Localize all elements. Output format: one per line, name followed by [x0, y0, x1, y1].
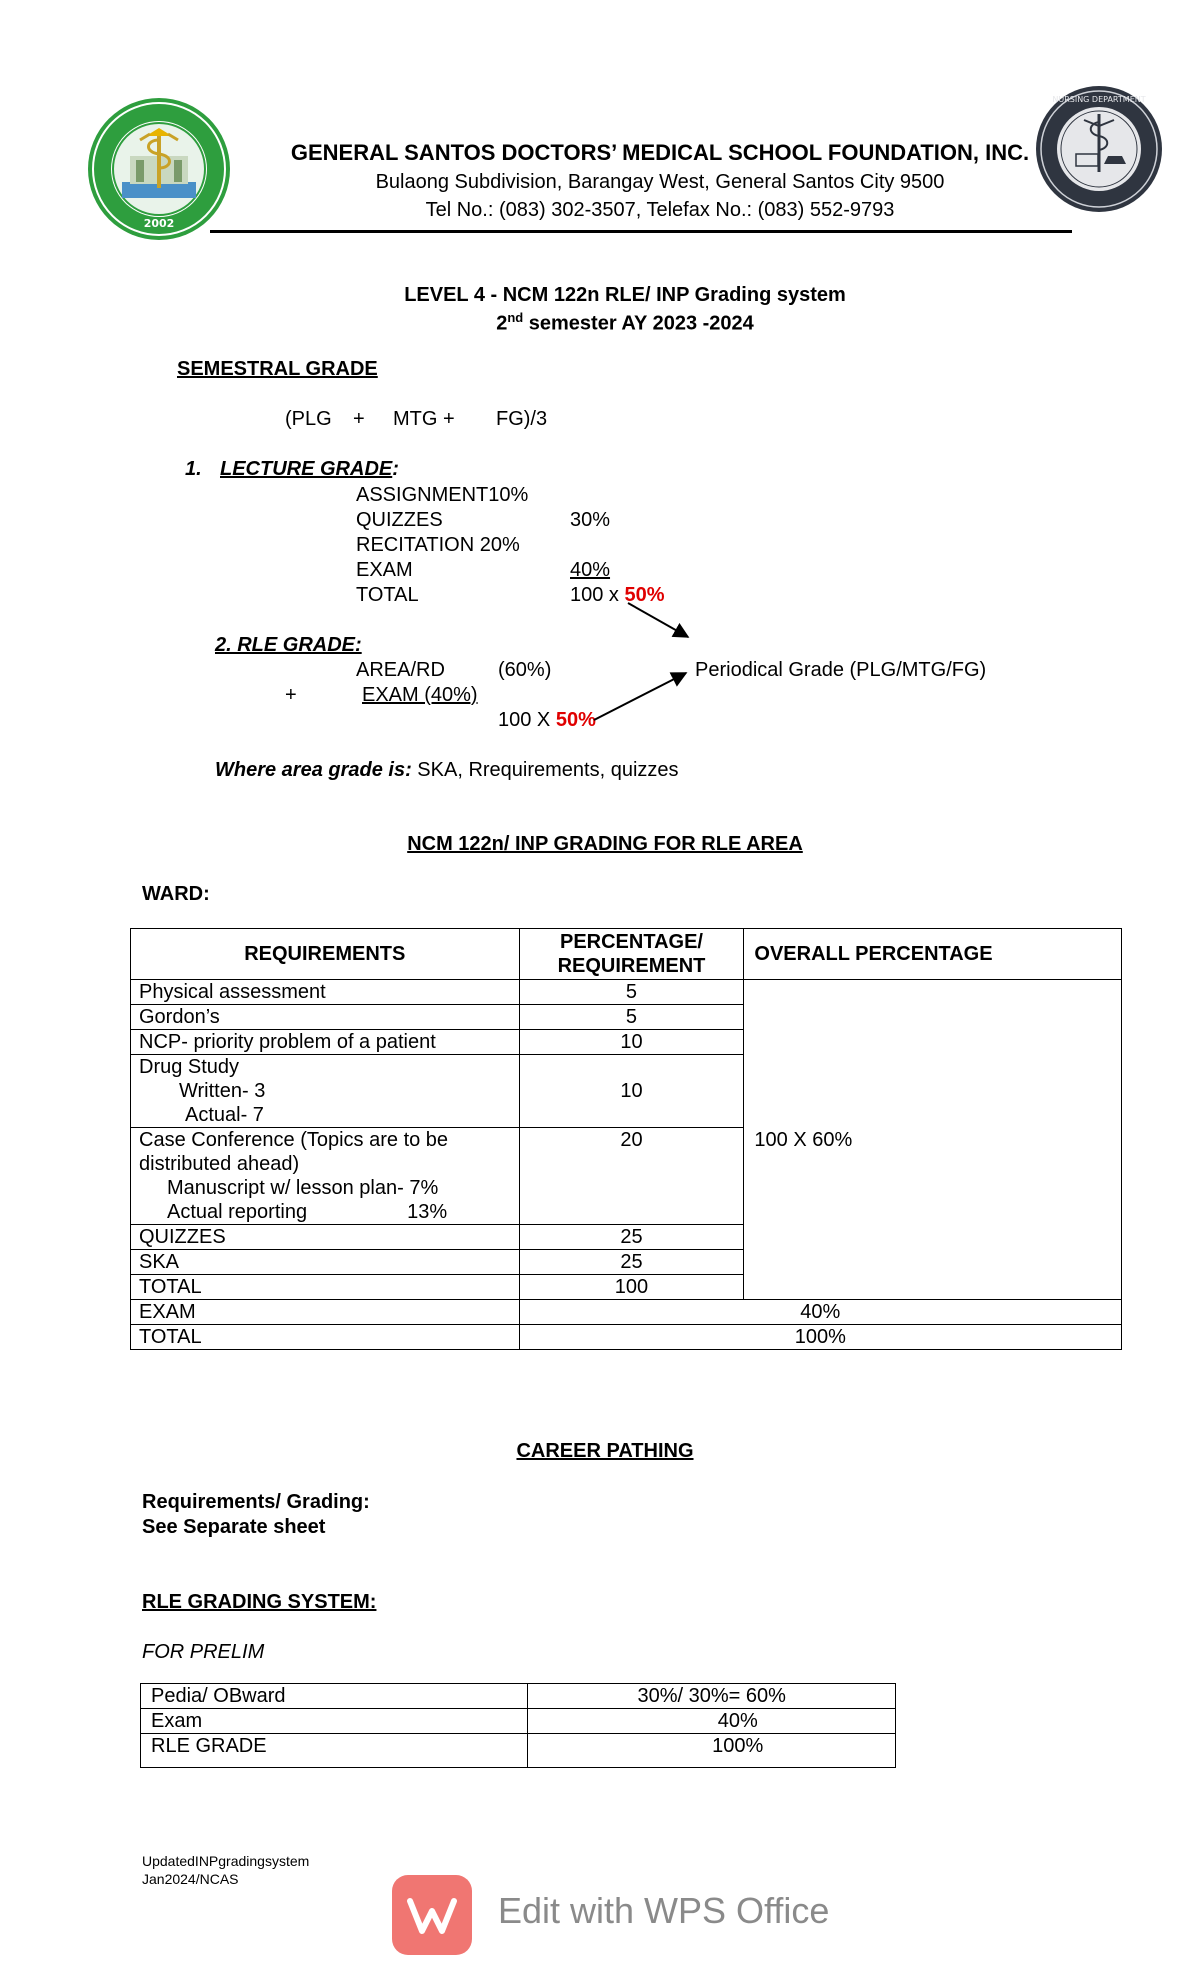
- semester-label: semester AY 2023 -2024: [523, 312, 754, 335]
- drug-study-actual: Actual- 7: [185, 1104, 264, 1126]
- footer-line2: Jan2024/NCAS: [142, 1871, 239, 1887]
- semester-suffix: nd: [507, 310, 524, 325]
- req-gordons: Gordon’s: [131, 1005, 520, 1030]
- req-ncp: NCP- priority problem of a patient: [131, 1030, 520, 1055]
- pct-ska: 25: [519, 1250, 744, 1275]
- lecture-number: 1.: [185, 458, 202, 480]
- req-grand-total: TOTAL: [131, 1325, 520, 1350]
- ward-label: WARD:: [142, 883, 210, 905]
- req-case-conference: [131, 1128, 520, 1225]
- req-physical-assessment: Physical assessment: [131, 980, 520, 1005]
- case-conf-reporting: [139, 1200, 511, 1224]
- rle-area-value: (60%): [498, 659, 552, 681]
- periodical-grade-label: Periodical Grade (PLG/MTG/FG): [695, 659, 987, 681]
- rle-total-weight: 50%: [555, 709, 596, 731]
- req-ska: SKA: [131, 1250, 520, 1275]
- rle-heading: 2. RLE GRADE:: [215, 634, 362, 656]
- rle-total-text: 100 X: [498, 709, 556, 731]
- overall-percentage-value: 100 X 60%: [744, 980, 1122, 1300]
- wps-logo-icon[interactable]: [392, 1875, 472, 1955]
- lecture-row-exam: EXAM: [356, 559, 413, 581]
- ward-grading-table: [130, 928, 1122, 1350]
- semester-number: 2: [496, 312, 508, 335]
- req-total: TOTAL: [131, 1275, 520, 1300]
- case-conf-title: Case Conference (Topics are to be: [139, 1129, 449, 1151]
- pct-ncp: 10: [519, 1030, 744, 1055]
- career-heading: CAREER PATHING: [516, 1440, 694, 1462]
- formula-plg: (PLG: [285, 408, 332, 430]
- formula-plus: +: [353, 408, 365, 430]
- case-conf-manuscript: Manuscript w/ lesson plan- 7%: [167, 1177, 439, 1199]
- req-drug-study: [131, 1055, 520, 1128]
- prelim-value-rle-grade: 100%: [528, 1734, 896, 1768]
- lecture-heading-colon: :: [392, 458, 399, 480]
- exam-value: 40%: [519, 1300, 1121, 1325]
- pct-case-conference: 20: [519, 1128, 744, 1225]
- formula-mtg: MTG +: [393, 408, 455, 430]
- col-percentage: [519, 929, 744, 980]
- col-overall: OVERALL PERCENTAGE: [744, 929, 1122, 980]
- formula-fg: FG)/3: [496, 408, 548, 430]
- pct-total: 100: [519, 1275, 744, 1300]
- rle-system-subheading: FOR PRELIM: [142, 1641, 265, 1663]
- drug-study-written: Written- 3: [179, 1080, 266, 1102]
- area-grade-note: [215, 758, 679, 782]
- col-percentage-line1: PERCENTAGE/: [559, 931, 703, 953]
- footer-line1: UpdatedINPgradingsystem: [142, 1853, 310, 1869]
- wps-edit-link[interactable]: Edit with WPS Office: [498, 1890, 830, 1931]
- rle-exam-label: EXAM (40%): [362, 684, 478, 706]
- drug-study-title: Drug Study: [139, 1056, 240, 1078]
- case-conf-reporting-pct: 13%: [407, 1201, 448, 1223]
- career-line2: See Separate sheet: [142, 1516, 326, 1538]
- grand-total-value: 100%: [519, 1325, 1121, 1350]
- req-exam: EXAM: [131, 1300, 520, 1325]
- pct-drug-study: 10: [519, 1055, 744, 1128]
- lecture-row-assignment: ASSIGNMENT10%: [356, 484, 529, 506]
- lecture-total-weight: 50%: [624, 584, 665, 606]
- rle-plus: +: [285, 684, 297, 706]
- institution-contact: Tel No.: (083) 302-3507, Telefax No.: (083) 552-9793: [425, 199, 895, 221]
- wps-w-icon: [392, 1875, 472, 1955]
- lecture-heading-text: LECTURE GRADE: [220, 458, 393, 480]
- area-grade-note-value: SKA, Rrequirements, quizzes: [411, 759, 679, 781]
- svg-text:2002: 2002: [143, 217, 175, 230]
- lecture-exam-value: 40%: [570, 559, 611, 581]
- pct-physical-assessment: 5: [519, 980, 744, 1005]
- rle-system-heading: RLE GRADING SYSTEM:: [142, 1591, 377, 1613]
- lecture-quizzes-value: 30%: [570, 509, 611, 531]
- prelim-label-rle-grade: RLE GRADE: [141, 1734, 528, 1768]
- table-row: [141, 1709, 896, 1734]
- arrow-rle-icon: [594, 673, 686, 720]
- area-grade-note-label: Where area grade is:: [215, 759, 412, 781]
- prelim-grading-table: [140, 1683, 896, 1768]
- page-title: LEVEL 4 - NCM 122n RLE/ INP Grading system: [404, 284, 846, 306]
- pct-gordons: 5: [519, 1005, 744, 1030]
- table-row: [131, 1300, 1122, 1325]
- prelim-value-exam: 40%: [528, 1709, 896, 1734]
- prelim-label-pedia: Pedia/ OBward: [141, 1684, 528, 1709]
- case-conf-note: distributed ahead): [139, 1153, 300, 1175]
- prelim-label-exam: Exam: [141, 1709, 528, 1734]
- lecture-row-recitation: RECITATION 20%: [356, 534, 520, 556]
- req-quizzes: QUIZZES: [131, 1225, 520, 1250]
- lecture-total-text: 100 x: [570, 584, 625, 606]
- rle-area-heading: NCM 122n/ INP GRADING FOR RLE AREA: [407, 833, 803, 855]
- semestral-heading: SEMESTRAL GRADE: [177, 358, 378, 380]
- table-row: [141, 1734, 896, 1768]
- lecture-row-quizzes: QUIZZES: [356, 509, 443, 531]
- lecture-row-total: TOTAL: [356, 584, 419, 606]
- career-line1: Requirements/ Grading:: [142, 1491, 370, 1513]
- table-row: [141, 1684, 896, 1709]
- table-row: [131, 980, 1122, 1005]
- case-conf-reporting-label: Actual reporting: [167, 1201, 308, 1223]
- arrow-lecture-icon: [628, 603, 688, 637]
- prelim-value-pedia: 30%/ 30%= 60%: [528, 1684, 896, 1709]
- institution-address: Bulaong Subdivision, Barangay West, General Santos City 9500: [375, 171, 945, 193]
- svg-text:NURSING DEPARTMENT: NURSING DEPARTMENT: [1052, 95, 1146, 104]
- col-percentage-line2: REQUIREMENT: [557, 955, 706, 977]
- col-requirements: REQUIREMENTS: [131, 929, 520, 980]
- institution-name: GENERAL SANTOS DOCTORS’ MEDICAL SCHOOL FOUNDATION, INC.: [290, 140, 1030, 165]
- table-row: [131, 1325, 1122, 1350]
- arrows-to-periodical-grade: [0, 0, 1200, 760]
- rle-area-label: AREA/RD: [356, 659, 445, 681]
- pct-quizzes: 25: [519, 1225, 744, 1250]
- ward-table-header: [131, 929, 1122, 980]
